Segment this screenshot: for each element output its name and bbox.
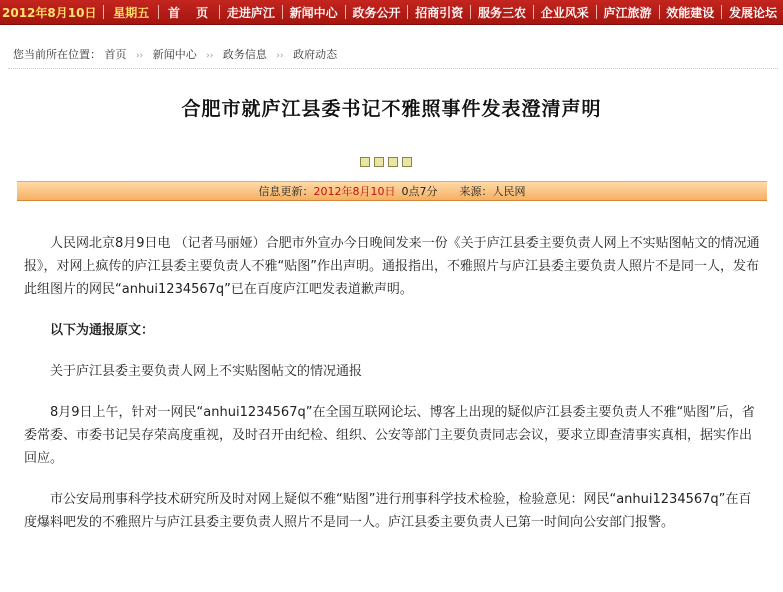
breadcrumb-divider xyxy=(8,68,778,69)
current-weekday: 星期五 xyxy=(113,5,150,20)
breadcrumb-item-news-center[interactable]: 新闻中心 xyxy=(152,48,197,61)
breadcrumb-separator-icon: ›› xyxy=(136,51,144,61)
font-size-square-icon[interactable] xyxy=(388,157,398,167)
breadcrumb xyxy=(13,46,337,62)
article-paragraph: 8月9日上午，针对一网民“anhui1234567q”在全国互联网论坛、博客上出现的疑似庐江县委主要负责人不雅“贴图”后，省委常委、市委书记吴存荣高度重视，及时召开由纪检、组织、公安等部门主要负责同志会议，要求立即查清事实真相，据实作出回应。 xyxy=(24,405,755,466)
article-subheading: 以下为通报原文： xyxy=(50,323,155,338)
nav-divider xyxy=(158,5,159,19)
top-navigation-bar xyxy=(0,0,783,25)
font-size-square-icon[interactable] xyxy=(402,157,412,167)
article-paragraph: 市公安局刑事科学技术研究所及时对网上疑似不雅“贴图”进行刑事科学技术检验，检验意见：网民“anhui1234567q”在百度爆料吧发的不雅照片与庐江县委主要负责人照片不是同一人。庐江县委主要负责人已第一时间向公安部门报警。 xyxy=(24,492,752,530)
source-label: 来源： xyxy=(459,185,493,198)
nav-divider xyxy=(659,5,660,19)
nav-divider xyxy=(596,5,597,19)
nav-link-government-affairs[interactable]: 政务公开 xyxy=(352,5,401,20)
breadcrumb-item-home[interactable]: 首页 xyxy=(104,48,127,61)
nav-link-efficiency[interactable]: 效能建设 xyxy=(666,5,715,20)
nav-link-investment[interactable]: 招商引资 xyxy=(415,5,464,20)
article-info-bar xyxy=(17,181,767,201)
breadcrumb-item-government-info[interactable]: 政务信息 xyxy=(222,48,267,61)
updated-time: 0点7分 xyxy=(401,185,438,198)
font-size-square-icon[interactable] xyxy=(374,157,384,167)
nav-divider xyxy=(533,5,534,19)
article-body xyxy=(24,232,760,552)
nav-divider xyxy=(282,5,283,19)
font-size-square-icon[interactable] xyxy=(360,157,370,167)
nav-link-news-center[interactable]: 新闻中心 xyxy=(289,5,338,20)
breadcrumb-separator-icon: ›› xyxy=(206,51,214,61)
breadcrumb-separator-icon: ›› xyxy=(276,51,284,61)
nav-link-agriculture-services[interactable]: 服务三农 xyxy=(477,5,526,20)
breadcrumb-item-government-news[interactable]: 政府动态 xyxy=(293,48,338,61)
nav-divider xyxy=(721,5,722,19)
source-value: 人民网 xyxy=(492,185,526,198)
article-title: 合肥市就庐江县委书记不雅照事件发表澄清声明 xyxy=(181,98,602,120)
article-paragraph: 关于庐江县委主要负责人网上不实贴图帖文的情况通报 xyxy=(50,364,363,379)
nav-divider xyxy=(407,5,408,19)
font-size-selector xyxy=(360,157,412,167)
updated-date: 2012年8月10日 xyxy=(313,185,396,198)
article-paragraph: 人民网北京8月9日电 （记者马丽娅）合肥市外宣办今日晚间发来一份《关于庐江县委主要负责人网上不实贴图帖文的情况通报》，对网上疯传的庐江县委主要负责人不雅“贴图”作出声明。通报指出，不雅照片与庐江县委主要负责人照片不是同一人，发布此组图片的网民“anhui1234567q”已在百度庐江吧发表道歉声明。 xyxy=(24,236,760,297)
breadcrumb-prefix: 您当前所在位置： xyxy=(13,48,101,61)
nav-link-tourism[interactable]: 庐江旅游 xyxy=(603,5,652,20)
nav-divider xyxy=(470,5,471,19)
nav-link-enterprises[interactable]: 企业风采 xyxy=(540,5,589,20)
nav-link-forum[interactable]: 发展论坛 xyxy=(729,5,778,20)
current-date: 2012年8月10日 xyxy=(2,5,97,20)
nav-link-home[interactable]: 首 页 xyxy=(167,5,215,20)
nav-divider xyxy=(345,5,346,19)
nav-divider xyxy=(219,5,220,19)
nav-divider xyxy=(103,5,104,19)
nav-link-about-lujiang[interactable]: 走进庐江 xyxy=(226,5,275,20)
updated-label: 信息更新： xyxy=(258,185,314,198)
